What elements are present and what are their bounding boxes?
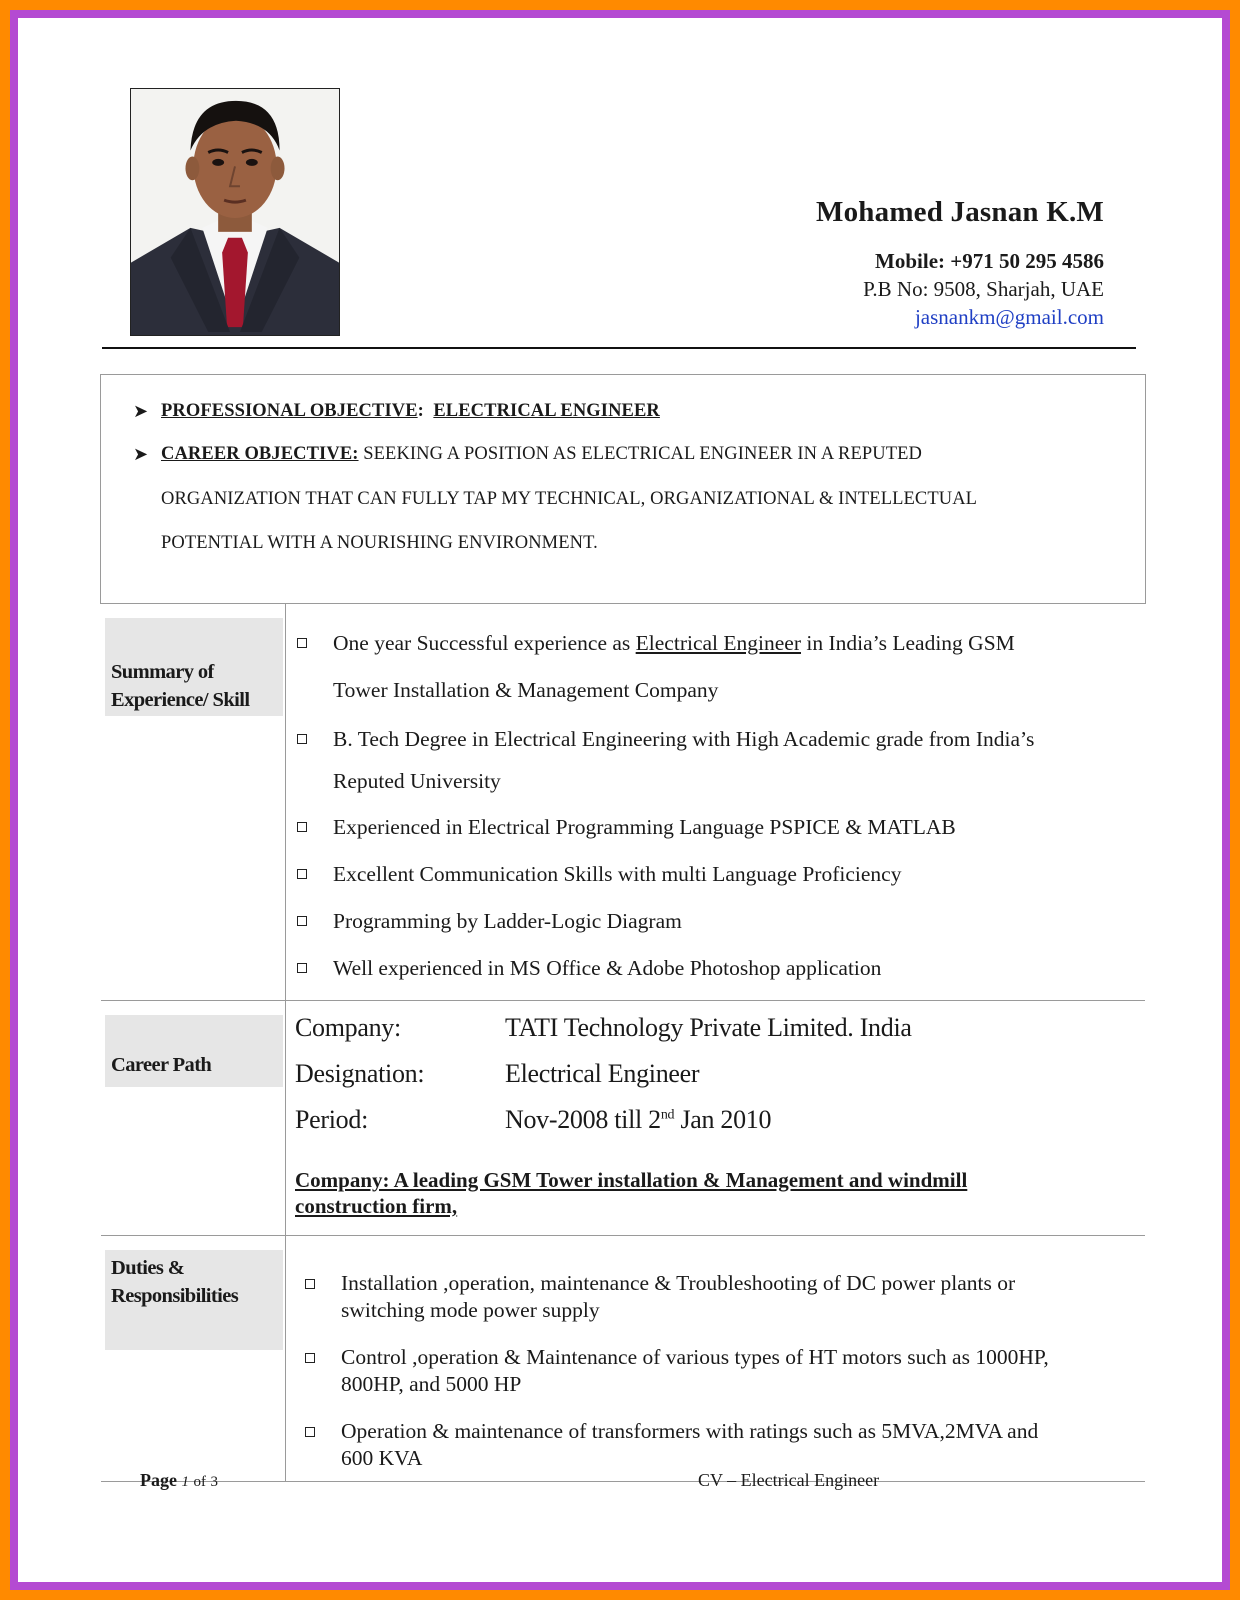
career-details <box>295 1013 1135 1219</box>
career-objective-line: ORGANIZATION THAT CAN FULLY TAP MY TECHNICAL, ORGANIZATIONAL & INTELLECTUAL <box>161 489 978 509</box>
duties-label: Duties & Responsibilities <box>105 1250 283 1350</box>
highlight-term: Electrical Engineer <box>635 631 801 655</box>
postal-address: P.B No: 9508, Sharjah, UAE <box>863 277 1104 301</box>
checkbox-square-icon <box>297 734 307 744</box>
checkbox-square-icon <box>297 638 307 648</box>
career-objective-line: POTENTIAL WITH A NOURISHING ENVIRONMENT. <box>161 533 598 553</box>
checkbox-square-icon <box>297 963 307 973</box>
resume-page <box>18 18 1222 1582</box>
email-link[interactable]: jasnankm@gmail.com <box>914 305 1104 329</box>
list-item: B. Tech Degree in Electrical Engineering with High Academic grade from India’s Reputed University <box>295 718 1131 802</box>
checkbox-square-icon <box>305 1353 315 1363</box>
list-item: Control ,operation & Maintenance of various types of HT motors such as 1000HP, 800HP, and 5000 HP <box>303 1344 1131 1398</box>
profile-photo <box>130 88 340 336</box>
summary-label: Summary of Experience/ Skill <box>105 618 283 716</box>
career-objective: CAREER OBJECTIVE: SEEKING A POSITION AS ELECTRICAL ENGINEER IN A REPUTED <box>161 444 922 464</box>
list-item: Excellent Communication Skills with multi Language Proficiency <box>295 851 1131 898</box>
company-field: Company: TATI Technology Private Limited. India <box>295 1013 912 1042</box>
summary-list <box>295 620 1131 992</box>
duties-row <box>101 1236 1145 1482</box>
checkbox-square-icon <box>297 822 307 832</box>
summary-row <box>101 604 1145 1001</box>
designation-field: Designation: Electrical Engineer <box>295 1059 700 1088</box>
career-row <box>101 1001 1145 1236</box>
portrait-illustration <box>131 89 339 335</box>
career-label: Career Path <box>105 1015 283 1087</box>
list-item: One year Successful experience as Electrical Engineer in India’s Leading GSM Tower Installation & Management Company <box>295 620 1131 714</box>
document-title-footer: CV – Electrical Engineer <box>698 1470 880 1490</box>
checkbox-square-icon <box>305 1279 315 1289</box>
page-number: Page 1 of 3 <box>140 1470 218 1490</box>
list-item: Well experienced in MS Office & Adobe Photoshop application <box>295 945 1131 992</box>
contact-block <box>816 196 1104 331</box>
company-description: Company: A leading GSM Tower installation & Management and windmill construction firm, <box>295 1168 968 1218</box>
professional-objective: PROFESSIONAL OBJECTIVE: ELECTRICAL ENGINEER <box>161 401 660 421</box>
header-divider <box>102 347 1136 349</box>
duties-list <box>303 1270 1131 1492</box>
arrow-bullet-icon: ➤ <box>133 401 149 421</box>
period-field: Period: Nov-2008 till 2nd Jan 2010 <box>295 1105 772 1134</box>
list-item: Installation ,operation, maintenance & Troubleshooting of DC power plants or switching mode power supply <box>303 1270 1131 1324</box>
mobile-number: Mobile: +971 50 295 4586 <box>875 249 1104 273</box>
objective-section <box>100 374 1146 604</box>
arrow-bullet-icon: ➤ <box>133 444 149 464</box>
checkbox-square-icon <box>297 916 307 926</box>
candidate-name: Mohamed Jasnan K.M <box>816 196 1104 228</box>
checkbox-square-icon <box>297 869 307 879</box>
list-item: Experienced in Electrical Programming Language PSPICE & MATLAB <box>295 804 1131 851</box>
list-item: Operation & maintenance of transformers with ratings such as 5MVA,2MVA and 600 KVA <box>303 1418 1131 1472</box>
list-item: Programming by Ladder-Logic Diagram <box>295 898 1131 945</box>
checkbox-square-icon <box>305 1427 315 1437</box>
